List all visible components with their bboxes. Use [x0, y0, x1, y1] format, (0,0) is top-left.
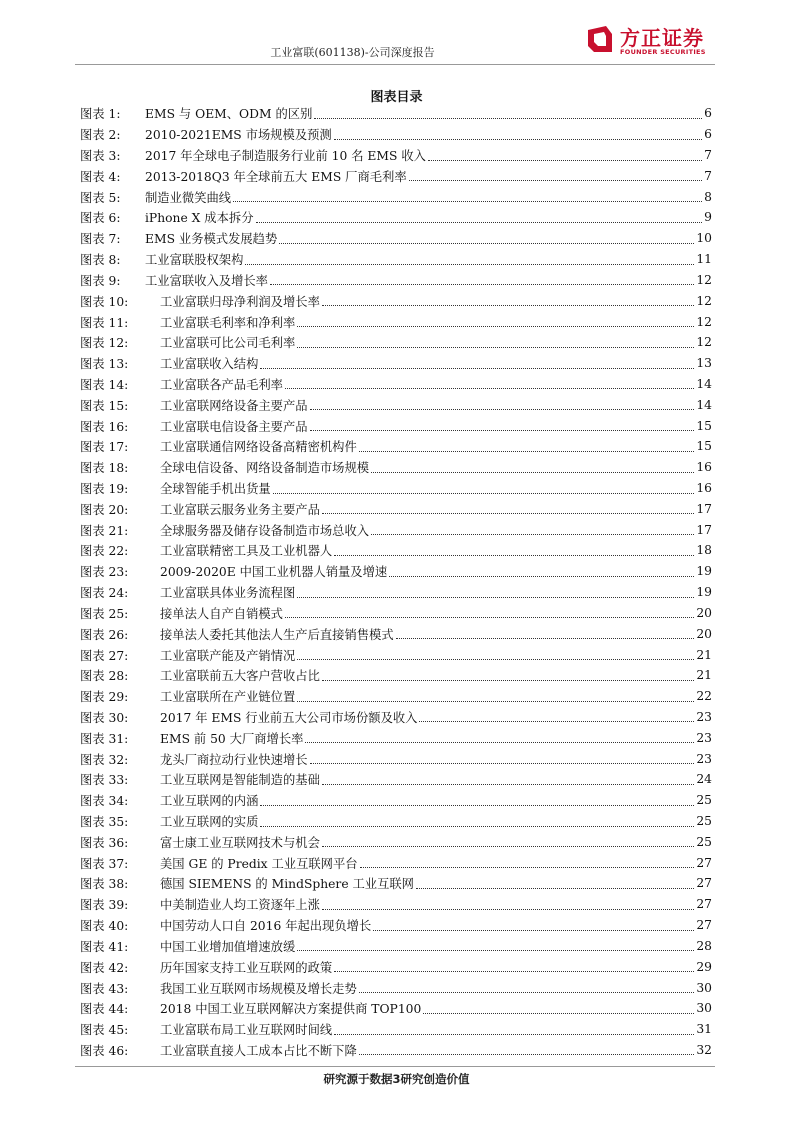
toc-entry-page: 17	[696, 501, 712, 516]
toc-entry[interactable]	[80, 873, 712, 894]
toc-entry-text: 制造业微笑曲线	[145, 190, 232, 205]
toc-entry[interactable]	[80, 831, 712, 852]
toc-entry-text: 2017 年全球电子制造服务行业前 10 名 EMS 收入	[145, 149, 426, 164]
toc-entry[interactable]	[80, 270, 712, 291]
toc-entry[interactable]	[80, 852, 712, 873]
toc-entry-page: 21	[696, 668, 712, 683]
brand-name-cn: 方正证券	[620, 26, 704, 50]
toc-entry[interactable]	[80, 415, 712, 436]
toc-entry-page: 7	[704, 168, 712, 183]
toc-entry-label: 图表 1:	[80, 107, 121, 122]
toc-entry-page: 16	[696, 460, 712, 475]
toc-entry-text: 中美制造业人均工资逐年上涨	[160, 898, 320, 913]
toc-entry-leader	[389, 576, 694, 577]
toc-entry-leader	[285, 617, 694, 618]
toc-entry-page: 14	[696, 376, 712, 391]
toc-entry-text: 全球电信设备、网络设备制造市场规模	[160, 461, 370, 476]
toc-entry-page: 12	[696, 314, 712, 329]
toc-entry-label: 图表 9:	[80, 273, 121, 288]
toc-entry-page: 13	[696, 356, 712, 371]
toc-entry[interactable]	[80, 228, 712, 249]
toc-entry[interactable]	[80, 457, 712, 478]
toc-entry-label: 图表 6:	[80, 211, 121, 226]
toc-entry-page: 30	[696, 980, 712, 995]
toc-entry-label: 图表 7:	[80, 232, 121, 247]
toc-entry-label: 图表 3:	[80, 149, 121, 164]
toc-entry-label: 图表 16:	[80, 419, 129, 434]
toc-entry-text: 富士康工业互联网技术与机会	[160, 835, 320, 850]
toc-entry-page: 17	[696, 522, 712, 537]
toc-entry-text: 2017 年 EMS 行业前五大公司市场份额及收入	[160, 710, 418, 725]
toc-entry-text: 德国 SIEMENS 的 MindSphere 工业互联网	[160, 877, 414, 892]
toc-entry[interactable]	[80, 582, 712, 603]
toc-entry-text: 工业富联毛利率和净利率	[160, 315, 296, 330]
toc-entry-page: 16	[696, 481, 712, 496]
toc-entry-label: 图表 42:	[80, 960, 129, 975]
brand-logo	[586, 22, 716, 62]
toc-entry-page: 7	[704, 148, 712, 163]
toc-entry-label: 图表 32:	[80, 752, 129, 767]
toc-entry-label: 图表 41:	[80, 939, 129, 954]
toc-entry-page: 6	[704, 106, 712, 121]
toc-entry-text: 工业互联网的内涵	[160, 794, 259, 809]
toc-entry[interactable]	[80, 956, 712, 977]
toc-entry-page: 25	[696, 814, 712, 829]
toc-entry-label: 图表 35:	[80, 815, 129, 830]
toc-entry-text: 2013-2018Q3 年全球前五大 EMS 厂商毛利率	[145, 169, 407, 184]
toc-entry[interactable]	[80, 332, 712, 353]
figure-toc	[80, 103, 712, 1060]
toc-entry-page: 10	[696, 231, 712, 246]
toc-entry-leader	[416, 888, 694, 889]
toc-entry-leader	[371, 534, 694, 535]
toc-entry-text: 工业富联前五大客户营收占比	[160, 669, 320, 684]
toc-entry-page: 23	[696, 730, 712, 745]
toc-entry-label: 图表 39:	[80, 898, 129, 913]
toc-entry-leader	[322, 909, 694, 910]
toc-entry-text: 工业富联网络设备主要产品	[160, 398, 308, 413]
toc-entry-label: 图表 17:	[80, 440, 129, 455]
toc-entry-page: 31	[696, 1022, 712, 1037]
toc-entry-label: 图表 36:	[80, 835, 129, 850]
toc-entry-leader	[297, 326, 694, 327]
toc-entry-leader	[279, 243, 694, 244]
toc-entry-page: 11	[696, 252, 712, 267]
toc-entry-text: 历年国家支持工业互联网的政策	[160, 960, 333, 975]
toc-entry-text: 接单法人委托其他法人生产后直接销售模式	[160, 627, 394, 642]
toc-entry-page: 24	[696, 772, 712, 787]
toc-entry-leader	[359, 992, 695, 993]
toc-entry-leader	[297, 659, 694, 660]
toc-entry-text: 工业互联网的实质	[160, 815, 259, 830]
toc-entry-text: 工业富联云服务业务主要产品	[160, 502, 320, 517]
toc-entry-label: 图表 13:	[80, 357, 129, 372]
toc-entry[interactable]	[80, 311, 712, 332]
toc-entry-leader	[373, 930, 694, 931]
toc-entry-text: 工业富联具体业务流程图	[160, 586, 296, 601]
toc-entry[interactable]	[80, 603, 712, 624]
toc-entry-leader	[260, 826, 694, 827]
toc-entry-leader	[396, 638, 695, 639]
toc-entry-leader	[273, 493, 695, 494]
toc-entry-label: 图表 5:	[80, 190, 121, 205]
toc-entry-leader	[245, 264, 694, 265]
toc-entry[interactable]	[80, 374, 712, 395]
toc-entry-label: 图表 25:	[80, 606, 129, 621]
toc-entry-leader	[297, 597, 694, 598]
toc-entry-page: 15	[696, 418, 712, 433]
toc-entry-leader	[233, 201, 702, 202]
toc-entry[interactable]	[80, 249, 712, 270]
toc-entry-label: 图表 38:	[80, 877, 129, 892]
toc-entry[interactable]	[80, 686, 712, 707]
toc-entry-leader	[310, 763, 695, 764]
toc-entry-page: 25	[696, 793, 712, 808]
toc-entry-label: 图表 31:	[80, 731, 129, 746]
toc-entry[interactable]	[80, 540, 712, 561]
toc-entry-text: 2009-2020E 中国工业机器人销量及增速	[160, 565, 388, 580]
toc-entry-text: 美国 GE 的 Predix 工业互联网平台	[160, 856, 358, 871]
toc-entry-label: 图表 45:	[80, 1023, 129, 1038]
toc-entry-leader	[371, 472, 694, 473]
toc-entry-leader	[322, 784, 694, 785]
toc-entry-page: 27	[696, 876, 712, 891]
toc-entry-page: 23	[696, 709, 712, 724]
toc-entry-leader	[359, 1054, 695, 1055]
toc-entry[interactable]	[80, 977, 712, 998]
toc-entry-leader	[322, 513, 694, 514]
toc-entry-leader	[334, 1034, 694, 1035]
footer-divider	[75, 1066, 715, 1067]
toc-entry-page: 27	[696, 897, 712, 912]
toc-entry[interactable]	[80, 915, 712, 936]
toc-entry-label: 图表 2:	[80, 128, 121, 143]
toc-entry[interactable]	[80, 124, 712, 145]
toc-entry-label: 图表 26:	[80, 627, 129, 642]
toc-entry[interactable]	[80, 1019, 712, 1040]
toc-entry-text: iPhone X 成本拆分	[145, 211, 254, 226]
toc-entry-page: 20	[696, 626, 712, 641]
toc-entry-leader	[310, 430, 695, 431]
toc-entry-text: EMS 前 50 大厂商增长率	[160, 731, 304, 746]
toc-entry-text: 中国劳动人口自 2016 年起出现负增长	[160, 919, 372, 934]
toc-entry-label: 图表 46:	[80, 1043, 129, 1058]
toc-entry-text: 工业富联精密工具及工业机器人	[160, 544, 333, 559]
toc-entry-text: 工业富联产能及产销情况	[160, 648, 296, 663]
toc-entry-page: 25	[696, 834, 712, 849]
toc-entry-text: 2010-2021EMS 市场规模及预测	[145, 128, 332, 143]
toc-entry[interactable]	[80, 145, 712, 166]
toc-entry-text: 中国工业增加值增速放缓	[160, 939, 296, 954]
toc-entry-text: 工业富联电信设备主要产品	[160, 419, 308, 434]
page-footer: 研究源于数据3研究创造价值	[323, 1072, 470, 1086]
toc-entry-leader	[322, 305, 694, 306]
toc-entry-leader	[297, 347, 694, 348]
toc-entry-label: 图表 27:	[80, 648, 129, 663]
toc-entry-label: 图表 14:	[80, 377, 129, 392]
toc-entry[interactable]	[80, 894, 712, 915]
toc-entry-label: 图表 34:	[80, 794, 129, 809]
toc-entry-label: 图表 30:	[80, 710, 129, 725]
toc-entry-text: 工业富联布局工业互联网时间线	[160, 1023, 333, 1038]
toc-entry-page: 27	[696, 918, 712, 933]
toc-entry-label: 图表 18:	[80, 461, 129, 476]
toc-entry-label: 图表 20:	[80, 502, 129, 517]
toc-entry[interactable]	[80, 665, 712, 686]
toc-entry-leader	[334, 971, 694, 972]
toc-entry-leader	[305, 742, 694, 743]
toc-entry-page: 29	[696, 959, 712, 974]
toc-entry[interactable]	[80, 103, 712, 124]
toc-entry[interactable]	[80, 478, 712, 499]
toc-entry-page: 9	[704, 210, 712, 225]
toc-entry-leader	[409, 180, 703, 181]
toc-entry[interactable]	[80, 436, 712, 457]
toc-entry-page: 12	[696, 293, 712, 308]
toc-entry-page: 21	[696, 647, 712, 662]
toc-entry-label: 图表 23:	[80, 565, 129, 580]
toc-entry-leader	[297, 701, 694, 702]
header-divider	[75, 64, 715, 65]
toc-entry-label: 图表 33:	[80, 773, 129, 788]
toc-entry-label: 图表 19:	[80, 482, 129, 497]
toc-entry-leader	[314, 118, 702, 119]
toc-entry-leader	[334, 139, 702, 140]
toc-entry[interactable]	[80, 394, 712, 415]
toc-entry-leader	[270, 284, 694, 285]
toc-entry-leader	[260, 805, 694, 806]
toc-entry[interactable]	[80, 1040, 712, 1061]
toc-entry-leader	[423, 1013, 694, 1014]
toc-entry-text: 全球服务器及储存设备制造市场总收入	[160, 523, 370, 538]
toc-entry-leader	[297, 950, 694, 951]
toc-entry-page: 19	[696, 585, 712, 600]
toc-entry-page: 30	[696, 1001, 712, 1016]
toc-entry-leader	[322, 680, 694, 681]
toc-entry-page: 18	[696, 543, 712, 558]
toc-entry-page: 20	[696, 605, 712, 620]
toc-entry-page: 8	[704, 189, 712, 204]
toc-entry-label: 图表 40:	[80, 919, 129, 934]
toc-entry[interactable]	[80, 998, 712, 1019]
toc-entry-leader	[256, 222, 703, 223]
toc-entry-text: 全球智能手机出货量	[160, 482, 271, 497]
toc-entry[interactable]	[80, 498, 712, 519]
toc-entry[interactable]	[80, 769, 712, 790]
toc-entry-label: 图表 12:	[80, 336, 129, 351]
toc-entry-page: 14	[696, 397, 712, 412]
toc-entry-label: 图表 37:	[80, 856, 129, 871]
toc-entry[interactable]	[80, 727, 712, 748]
toc-entry[interactable]	[80, 811, 712, 832]
toc-entry-page: 27	[696, 855, 712, 870]
toc-entry-page: 22	[696, 689, 712, 704]
toc-entry-label: 图表 22:	[80, 544, 129, 559]
toc-entry-page: 6	[704, 127, 712, 142]
toc-entry[interactable]	[80, 644, 712, 665]
toc-entry-text: 工业富联收入结构	[160, 357, 259, 372]
toc-entry-leader	[310, 409, 695, 410]
toc-entry-leader	[359, 451, 695, 452]
toc-entry[interactable]	[80, 623, 712, 644]
toc-entry-label: 图表 24:	[80, 586, 129, 601]
toc-entry-leader	[419, 721, 694, 722]
toc-entry[interactable]	[80, 936, 712, 957]
toc-entry-leader	[360, 867, 695, 868]
toc-entry-page: 32	[696, 1042, 712, 1057]
toc-entry-text: 工业富联可比公司毛利率	[160, 336, 296, 351]
report-header: 工业富联(601138)-公司深度报告	[270, 46, 435, 59]
toc-entry-text: 龙头厂商拉动行业快速增长	[160, 752, 308, 767]
toc-entry-label: 图表 44:	[80, 1002, 129, 1017]
toc-entry[interactable]	[80, 519, 712, 540]
toc-entry-text: 工业富联通信网络设备高精密机构件	[160, 440, 357, 455]
toc-entry[interactable]	[80, 165, 712, 186]
toc-entry-leader	[322, 846, 694, 847]
toc-entry-text: 工业富联股权架构	[145, 253, 244, 268]
toc-entry-label: 图表 10:	[80, 294, 129, 309]
toc-entry-label: 图表 28:	[80, 669, 129, 684]
toc-title: 图表目录	[370, 90, 423, 105]
toc-entry-label: 图表 15:	[80, 398, 129, 413]
toc-entry-label: 图表 43:	[80, 981, 129, 996]
toc-entry-text: 2018 中国工业互联网解决方案提供商 TOP100	[160, 1002, 422, 1017]
toc-entry-page: 15	[696, 439, 712, 454]
toc-entry-leader	[428, 160, 702, 161]
toc-entry-text: EMS 业务模式发展趋势	[145, 232, 278, 247]
toc-entry-text: 工业富联归母净利润及增长率	[160, 294, 320, 309]
toc-entry[interactable]	[80, 707, 712, 728]
toc-entry[interactable]	[80, 790, 712, 811]
toc-entry-page: 23	[696, 751, 712, 766]
toc-entry-label: 图表 21:	[80, 523, 129, 538]
toc-entry-page: 28	[696, 938, 712, 953]
toc-entry-leader	[334, 555, 694, 556]
toc-entry-label: 图表 29:	[80, 690, 129, 705]
toc-entry[interactable]	[80, 748, 712, 769]
toc-entry[interactable]	[80, 207, 712, 228]
toc-entry[interactable]	[80, 353, 712, 374]
toc-entry[interactable]	[80, 290, 712, 311]
toc-entry-label: 图表 8:	[80, 253, 121, 268]
toc-entry-label: 图表 11:	[80, 315, 129, 330]
toc-entry-text: 接单法人自产自销模式	[160, 606, 283, 621]
toc-entry-text: 工业富联各产品毛利率	[160, 377, 283, 392]
toc-entry-text: 工业富联收入及增长率	[145, 273, 268, 288]
toc-entry[interactable]	[80, 186, 712, 207]
toc-entry-leader	[260, 368, 694, 369]
toc-entry-page: 19	[696, 564, 712, 579]
toc-entry-leader	[285, 388, 694, 389]
toc-entry[interactable]	[80, 561, 712, 582]
toc-entry-text: 工业富联所在产业链位置	[160, 690, 296, 705]
toc-entry-page: 12	[696, 335, 712, 350]
toc-entry-text: 我国工业互联网市场规模及增长走势	[160, 981, 357, 996]
toc-entry-text: 工业富联直接人工成本占比不断下降	[160, 1043, 357, 1058]
toc-entry-page: 12	[696, 272, 712, 287]
brand-name-en: FOUNDER SECURITIES	[620, 48, 706, 56]
toc-entry-text: EMS 与 OEM、ODM 的区别	[145, 107, 313, 122]
toc-entry-text: 工业互联网是智能制造的基础	[160, 773, 320, 788]
founder-logo-icon	[586, 24, 614, 54]
toc-entry-label: 图表 4:	[80, 169, 121, 184]
